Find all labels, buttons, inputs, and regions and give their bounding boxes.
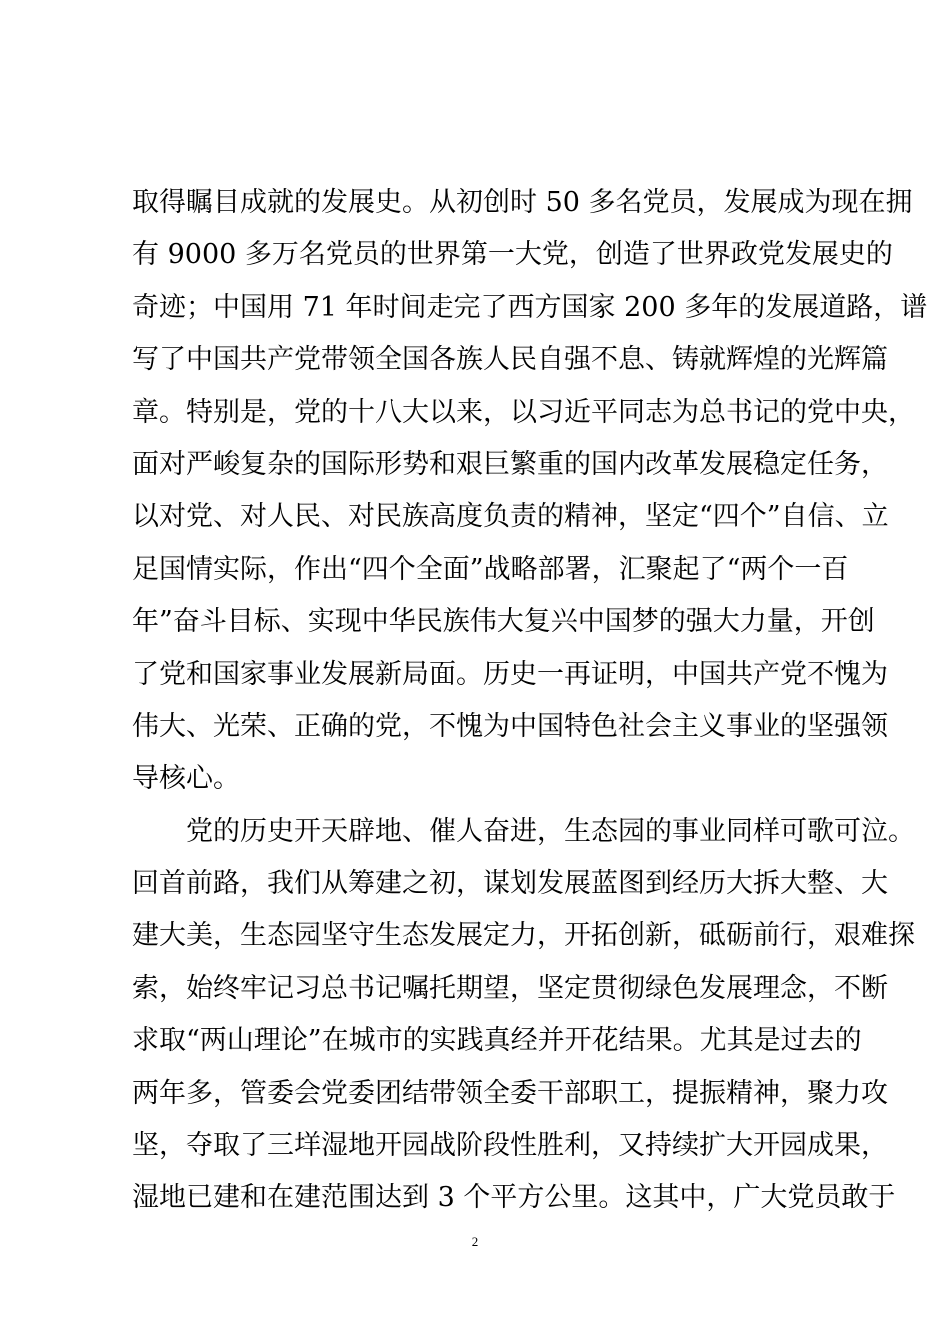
- text-line: 回首前路，我们从筹建之初，谋划发展蓝图到经历大拆大整、大: [132, 868, 888, 900]
- text-line: 取得瞩目成就的发展史。从初创时 50 多名党员，发展成为现在拥: [132, 187, 913, 218]
- text-line: 求取“两山理论”在城市的实践真经并开花结果。尤其是过去的: [132, 1025, 862, 1057]
- text-line: 年”奋斗目标、实现中华民族伟大复兴中国梦的强大力量，开创: [132, 606, 875, 638]
- text-line: 两年多，管委会党委团结带领全委干部职工，提振精神，聚力攻: [132, 1077, 888, 1109]
- text-line: 面对严峻复杂的国际形势和艰巨繁重的国内改革发展稳定任务，: [132, 448, 888, 480]
- text-line: 建大美，生态园坚守生态发展定力，开拓创新，砥砺前行，艰难探: [132, 920, 915, 952]
- paragraph-first-line: 党的历史开天辟地、催人奋进，生态园的事业同样可歌可泣。: [132, 815, 915, 847]
- body-text: [132, 183, 928, 1231]
- text-line: 足国情实际，作出“四个全面”战略部署，汇聚起了“两个一百: [132, 553, 849, 585]
- text-line: 索，始终牢记习总书记嘱托期望，坚定贯彻绿色发展理念，不断: [132, 972, 888, 1004]
- text-line: 以对党、对人民、对民族高度负责的精神，坚定“四个”自信、立: [132, 501, 889, 533]
- paragraph-end-line: 导核心。: [132, 763, 240, 795]
- page-number: 2: [471, 1234, 479, 1249]
- text-line: 写了中国共产党带领全国各族人民自强不息、铸就辉煌的光辉篇: [132, 344, 888, 376]
- text-line: 章。特别是，党的十八大以来，以习近平同志为总书记的党中央，: [132, 396, 915, 428]
- text-line: 奇迹；中国用 71 年时间走完了西方国家 200 多年的发展道路，谱: [132, 291, 928, 323]
- text-line: 坚，夺取了三垟湿地开园战阶段性胜利，又持续扩大开园成果，: [132, 1130, 888, 1162]
- text-line: 了党和国家事业发展新局面。历史一再证明，中国共产党不愧为: [132, 658, 888, 690]
- text-line: 湿地已建和在建范围达到 3 个平方公里。这其中，广大党员敢于: [132, 1182, 896, 1214]
- text-line: 有 9000 多万名党员的世界第一大党，创造了世界政党发展史的: [132, 239, 893, 271]
- text-line: 伟大、光荣、正确的党，不愧为中国特色社会主义事业的坚强领: [132, 710, 888, 742]
